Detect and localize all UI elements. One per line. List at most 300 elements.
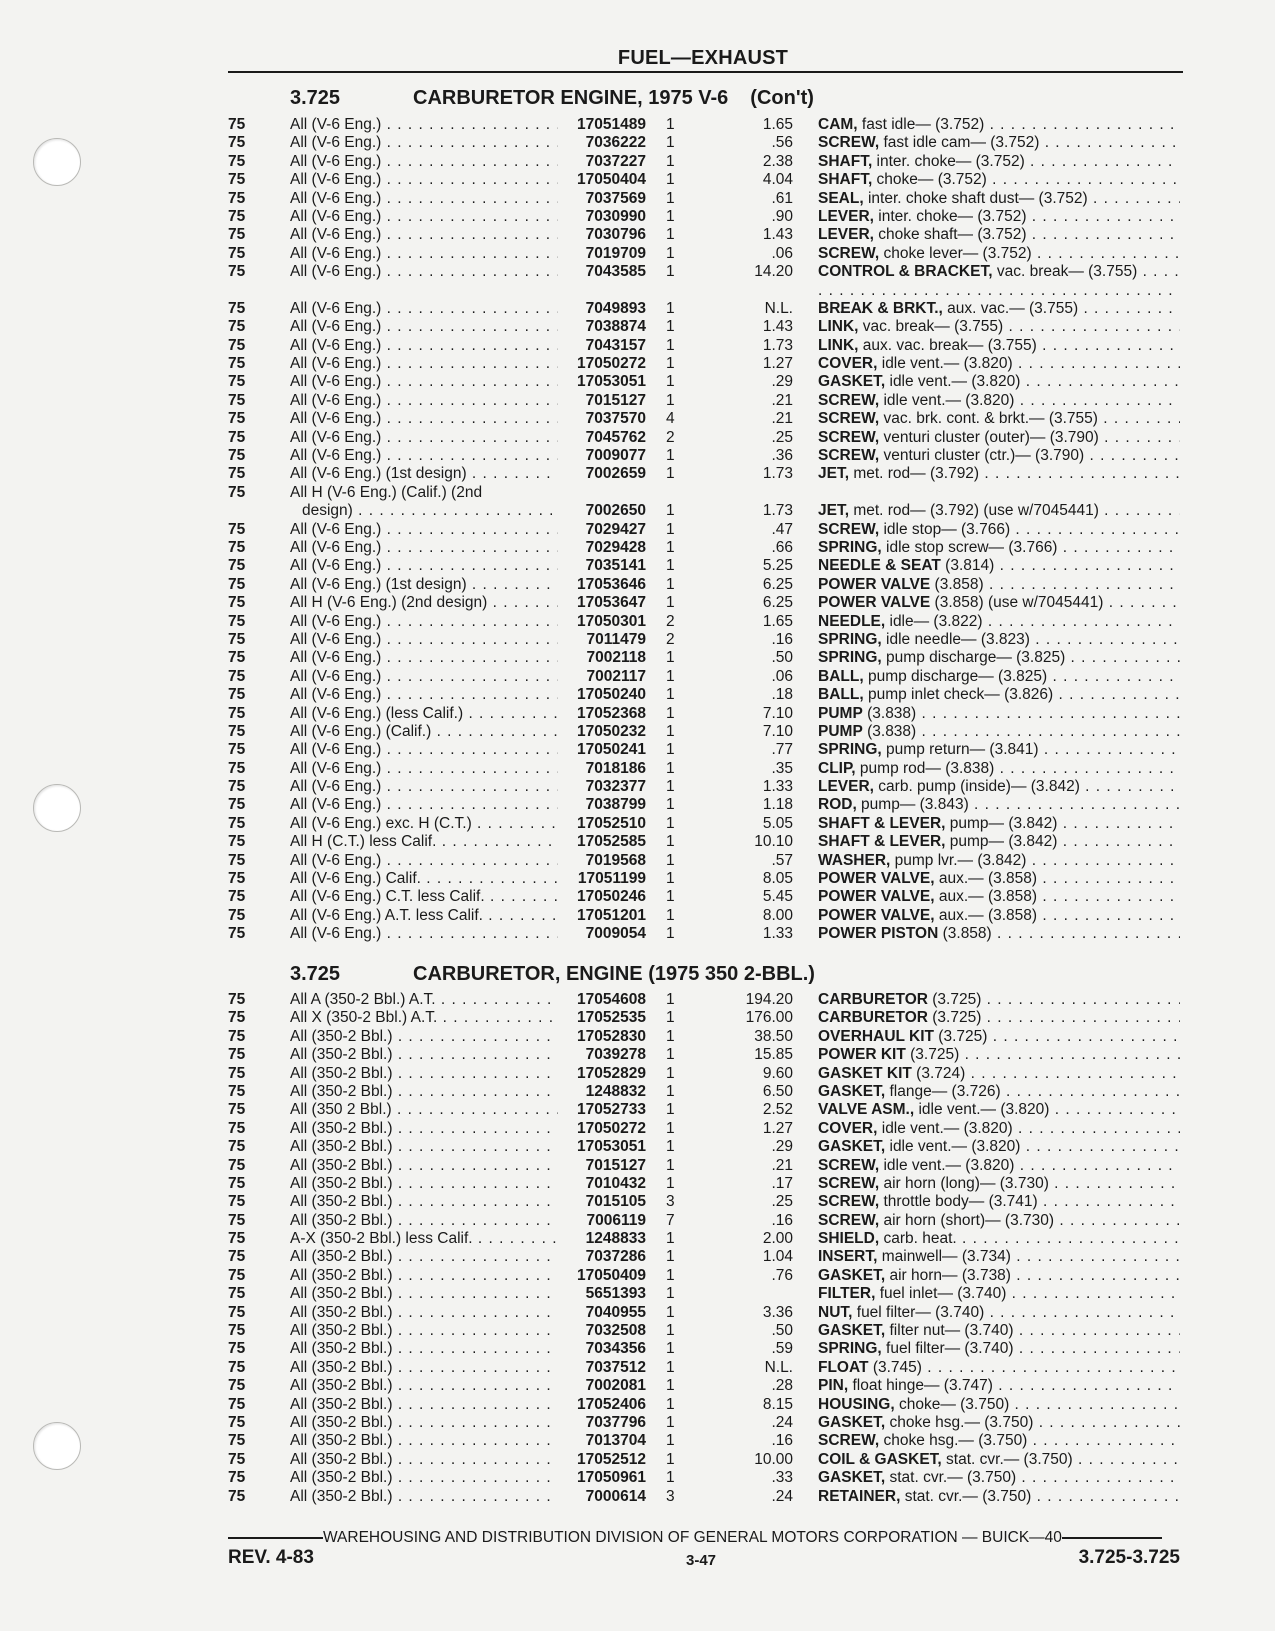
parts-row — [228, 1359, 1183, 1377]
description-name: SHAFT & LEVER, — [818, 833, 946, 851]
description — [818, 521, 1180, 539]
description-detail: aux.— (3.858) . . . — [935, 870, 1180, 887]
parts-row — [228, 576, 1183, 594]
parts-row — [228, 705, 1183, 723]
application-text: All X (350-2 Bbl.) A.T. . . . — [290, 1009, 558, 1026]
application — [290, 1414, 558, 1432]
application — [290, 796, 558, 814]
application — [290, 870, 558, 888]
part-number: 17052512 — [577, 1450, 646, 1468]
application-text: All (350-2 Bbl.) . . . — [290, 1065, 558, 1082]
application-text: All (350-2 Bbl.) . . . — [290, 1322, 558, 1339]
parts-row — [228, 392, 1183, 410]
quantity: 1 — [666, 1303, 675, 1321]
parts-row — [228, 613, 1183, 631]
description-name: COVER, — [818, 355, 878, 373]
parts-row — [228, 1451, 1183, 1469]
model-year: 75 — [228, 207, 246, 225]
footer-division-text: WAREHOUSING AND DISTRIBUTION DIVISION OF GENERAL MOTORS CORPORATION — BUICK—40 — [323, 1529, 1062, 1546]
description-detail: idle— (3.822) . . . — [885, 613, 1180, 630]
model-year: 75 — [228, 1432, 246, 1450]
price: 8.05 — [762, 870, 793, 888]
application — [290, 300, 558, 318]
part-number: 7049893 — [585, 299, 646, 317]
model-year: 75 — [228, 833, 246, 851]
description-detail: carb. heat. . . . — [879, 1230, 1180, 1247]
price: 5.45 — [762, 888, 793, 906]
parts-row — [228, 208, 1183, 226]
parts-row — [228, 1138, 1183, 1156]
application — [290, 705, 558, 723]
application-text: All (V-6 Eng.) . . . — [290, 337, 558, 354]
part-number: 7038799 — [585, 796, 646, 814]
description-name: POWER PISTON — [818, 925, 939, 943]
model-year: 75 — [228, 1101, 246, 1119]
price: 1.65 — [762, 116, 793, 133]
section-title: CARBURETOR ENGINE, 1975 V-6 — [413, 87, 729, 109]
description-name: CLIP, — [818, 759, 856, 777]
description — [818, 1322, 1180, 1340]
parts-row — [228, 1083, 1183, 1101]
application — [290, 1230, 558, 1248]
parts-row — [228, 796, 1183, 814]
part-number: 7037569 — [585, 189, 646, 207]
description — [818, 613, 1180, 631]
part-number: 17050241 — [577, 741, 646, 759]
application-text: All (350-2 Bbl.) . . . — [290, 1488, 558, 1505]
parts-row — [228, 447, 1183, 465]
header-rule — [228, 71, 1183, 73]
description-detail: flange— (3.726) . . . — [885, 1083, 1180, 1100]
description-detail: idle vent.— (3.820) . . . — [885, 1138, 1180, 1155]
application — [290, 1009, 558, 1027]
application — [290, 263, 558, 281]
description-name: LEVER, — [818, 207, 874, 225]
application-text: All A (350-2 Bbl.) A.T. . . . — [290, 991, 558, 1008]
application — [290, 557, 558, 575]
price: 9.60 — [762, 1064, 793, 1082]
quantity: 1 — [666, 520, 675, 538]
price: .06 — [771, 244, 793, 262]
application — [290, 1304, 558, 1322]
parts-row — [228, 190, 1183, 208]
parts-row — [228, 833, 1183, 851]
description — [818, 1377, 1180, 1395]
description-name: PIN, — [818, 1377, 849, 1395]
part-number: 7038874 — [585, 318, 646, 336]
description-name: CARBURETOR — [818, 1009, 928, 1027]
model-year: 75 — [228, 1119, 246, 1137]
quantity: 1 — [666, 906, 675, 924]
description — [818, 1469, 1180, 1487]
description-name: GASKET, — [818, 373, 886, 391]
description-name: POWER VALVE — [818, 575, 931, 593]
price: 1.18 — [762, 796, 793, 814]
description-detail: (3.745) . . . — [869, 1359, 1180, 1376]
description-name: VALVE ASM., — [818, 1101, 915, 1119]
part-number: 1248833 — [585, 1230, 646, 1248]
quantity: 1 — [666, 226, 675, 244]
model-year: 75 — [228, 189, 246, 207]
quantity: 1 — [666, 116, 675, 133]
description-name: SCREW, — [818, 1211, 880, 1229]
part-number: 7043585 — [585, 263, 646, 281]
model-year: 75 — [228, 373, 246, 391]
description-detail: (3.725) . . . — [928, 1009, 1180, 1026]
price: .16 — [771, 1432, 793, 1450]
quantity: 1 — [666, 355, 675, 373]
description-name: SHAFT & LEVER, — [818, 814, 946, 832]
part-number: 7032508 — [585, 1322, 646, 1340]
application-text: All (350 2 Bbl.) . . . — [290, 1101, 558, 1118]
description — [818, 796, 1180, 814]
description-name: SCREW, — [818, 428, 880, 446]
price: 1.73 — [762, 502, 793, 520]
application — [290, 1101, 558, 1119]
description-detail: inter. choke— (3.752) . . . — [872, 153, 1180, 170]
part-number: 7036222 — [585, 134, 646, 152]
parts-row — [228, 171, 1183, 189]
application — [290, 539, 558, 557]
parts-row — [228, 226, 1183, 244]
description — [818, 465, 1180, 483]
part-number: 17050232 — [577, 722, 646, 740]
description-detail: (3.814) . . . — [941, 557, 1180, 574]
quantity: 1 — [666, 299, 675, 317]
quantity: 1 — [666, 925, 675, 943]
application — [290, 429, 558, 447]
description — [818, 1230, 1180, 1248]
application — [290, 521, 558, 539]
model-year: 75 — [228, 870, 246, 888]
description-name: CARBURETOR — [818, 991, 928, 1008]
application-text: All (350-2 Bbl.) . . . — [290, 1138, 558, 1155]
parts-row — [228, 134, 1183, 152]
price: 4.04 — [762, 171, 793, 189]
parts-row — [228, 741, 1183, 759]
application — [290, 447, 558, 465]
parts-row — [228, 1377, 1183, 1395]
model-year: 75 — [228, 722, 246, 740]
model-year: 75 — [228, 1395, 246, 1413]
part-number: 7015127 — [585, 1156, 646, 1174]
description — [818, 576, 1180, 594]
application-text: All (V-6 Eng.) . . . — [290, 429, 558, 446]
price: .25 — [771, 428, 793, 446]
description-detail: carb. pump (inside)— (3.842) . . . — [874, 778, 1180, 795]
description-detail: choke— (3.752) . . . — [872, 171, 1180, 188]
application-text: All (V-6 Eng.) . . . — [290, 521, 558, 538]
price: 2.38 — [762, 152, 793, 170]
parts-row — [228, 355, 1183, 373]
part-number: 7040955 — [585, 1303, 646, 1321]
description — [818, 1157, 1180, 1175]
model-year: 75 — [228, 925, 246, 943]
part-number: 1248832 — [585, 1082, 646, 1100]
section-title: CARBURETOR, ENGINE (1975 350 2-BBL.) — [413, 963, 815, 985]
parts-row — [228, 1304, 1183, 1322]
section-heading — [290, 86, 814, 110]
part-number: 17050301 — [577, 612, 646, 630]
price: N.L. — [764, 1358, 793, 1376]
application-text: All (350-2 Bbl.) . . . — [290, 1248, 558, 1265]
description-detail: pump return— (3.841) . . . — [882, 741, 1180, 758]
price: 1.04 — [762, 1248, 793, 1266]
application-text: All (350-2 Bbl.) . . . — [290, 1451, 558, 1468]
part-number: 7015105 — [585, 1193, 646, 1211]
part-number: 17052585 — [577, 833, 646, 851]
application-text: All (350-2 Bbl.) . . . — [290, 1469, 558, 1486]
parts-row — [228, 1065, 1183, 1083]
description-detail: air horn (long)— (3.730) . . . — [879, 1175, 1180, 1192]
part-number: 7009077 — [585, 447, 646, 465]
part-number: 17050961 — [577, 1469, 646, 1487]
price: .24 — [771, 1487, 793, 1505]
parts-row — [228, 870, 1183, 888]
application-text: All (V-6 Eng.) . . . — [290, 171, 558, 188]
description-detail: idle vent.— (3.820) . . . — [877, 355, 1180, 372]
price: 10.00 — [754, 1450, 793, 1468]
description-detail: air horn— (3.738) . . . — [885, 1267, 1180, 1284]
description-detail: pump inlet check— (3.826) . . . — [864, 686, 1180, 703]
part-number: 7039278 — [585, 1046, 646, 1064]
part-number: 17052368 — [577, 704, 646, 722]
application-text: All (V-6 Eng.) Calif. . . . — [290, 870, 558, 887]
description-name: PUMP — [818, 722, 863, 740]
model-year: 75 — [228, 1322, 246, 1340]
description — [818, 1304, 1180, 1322]
description-detail: idle needle— (3.823) . . . — [882, 631, 1180, 648]
quantity: 1 — [666, 244, 675, 262]
description-detail: pump— (3.842) . . . — [945, 833, 1180, 850]
description-name: INSERT, — [818, 1248, 878, 1266]
application-text: All (V-6 Eng.) . . . — [290, 686, 558, 703]
quantity: 1 — [666, 189, 675, 207]
price: 5.25 — [762, 557, 793, 575]
description-detail: (3.725) . . . — [928, 991, 1180, 1008]
model-year: 75 — [228, 1285, 246, 1303]
price: .35 — [771, 759, 793, 777]
description-detail: pump— (3.843) . . . — [857, 796, 1180, 813]
part-number: 17050240 — [577, 686, 646, 704]
application-text: All (V-6 Eng.) . . . — [290, 410, 558, 427]
quantity: 1 — [666, 1432, 675, 1450]
description — [818, 190, 1180, 208]
price: 1.33 — [762, 778, 793, 796]
description-name: SPRING, — [818, 649, 882, 667]
application — [290, 208, 558, 226]
parts-row — [228, 1046, 1183, 1064]
application-text: All (350-2 Bbl.) . . . — [290, 1340, 558, 1357]
application-text: All (V-6 Eng.) . . . — [290, 613, 558, 630]
application — [290, 1432, 558, 1450]
description-name: SPRING, — [818, 1340, 882, 1358]
part-number: 7002117 — [586, 667, 646, 685]
description-name: FLOAT — [818, 1358, 869, 1376]
model-year: 75 — [228, 557, 246, 575]
parts-row — [228, 1193, 1183, 1211]
description — [818, 502, 1180, 520]
quantity: 1 — [666, 870, 675, 888]
application-text: All (V-6 Eng.) . . . — [290, 208, 558, 225]
parts-row — [228, 1009, 1183, 1027]
part-number: 7034356 — [585, 1340, 646, 1358]
part-number: 7037570 — [585, 410, 646, 428]
description-detail: stat. cvr.— (3.750) . . . — [885, 1469, 1180, 1486]
model-year: 75 — [228, 483, 246, 501]
description-detail: inter. choke shaft dust— (3.752) . . . — [864, 190, 1180, 207]
description — [818, 870, 1180, 888]
parts-row — [228, 1212, 1183, 1230]
quantity: 1 — [666, 741, 675, 759]
description-detail: mainwell— (3.734) . . . — [877, 1248, 1180, 1265]
footer-division — [228, 1529, 1183, 1547]
quantity: 1 — [666, 171, 675, 189]
part-number: 17054608 — [577, 991, 646, 1008]
description — [818, 815, 1180, 833]
description-name: SHIELD, — [818, 1230, 880, 1248]
quantity: 1 — [666, 649, 675, 667]
quantity: 1 — [666, 759, 675, 777]
part-number: 7006119 — [586, 1211, 646, 1229]
description — [818, 668, 1180, 686]
application — [290, 153, 558, 171]
description — [818, 318, 1180, 336]
description — [818, 1432, 1180, 1450]
description-name: POWER VALVE, — [818, 870, 935, 888]
description-detail: choke shaft— (3.752) . . . — [874, 226, 1180, 243]
description-name: BALL, — [818, 667, 864, 685]
description-name: RETAINER, — [818, 1487, 901, 1505]
description-name: CONTROL & BRACKET, — [818, 263, 993, 281]
page-title: FUEL—EXHAUST — [617, 47, 789, 69]
parts-row — [228, 1488, 1183, 1506]
page-number: 3-47 — [686, 1552, 717, 1569]
application-text: All (V-6 Eng.) . . . — [290, 668, 558, 685]
quantity: 1 — [666, 575, 675, 593]
part-number: 7043157 — [585, 336, 646, 354]
description-detail: aux. vac. break— (3.755) . . . — [858, 337, 1180, 354]
quantity: 1 — [666, 539, 675, 557]
application — [290, 741, 558, 759]
price: 2.00 — [762, 1230, 793, 1248]
part-number: 7009054 — [585, 925, 646, 943]
description-detail: air horn (short)— (3.730) . . . — [879, 1212, 1180, 1229]
model-year: 75 — [228, 1138, 246, 1156]
application-text: All (V-6 Eng.) . . . — [290, 134, 558, 151]
application-text: All (350-2 Bbl.) . . . — [290, 1046, 558, 1063]
price: .21 — [771, 391, 793, 409]
quantity: 1 — [666, 1266, 675, 1284]
price: 14.20 — [754, 263, 793, 281]
description-detail: inter. choke— (3.752) . . . — [874, 208, 1180, 225]
description-name: LEVER, — [818, 226, 874, 244]
application-text: All (350-2 Bbl.) . . . — [290, 1414, 558, 1431]
quantity: 1 — [666, 465, 675, 483]
description-name: SCREW, — [818, 391, 880, 409]
application-text: All (350-2 Bbl.) . . . — [290, 1267, 558, 1284]
punch-hole — [33, 784, 81, 832]
parts-row — [228, 778, 1183, 796]
quantity: 1 — [666, 1027, 675, 1045]
part-number: 17053646 — [577, 575, 646, 593]
description — [818, 410, 1180, 428]
application — [290, 1028, 558, 1046]
description-name: SPRING, — [818, 539, 882, 557]
description-detail: pump rod— (3.838) . . . — [856, 760, 1180, 777]
application — [290, 888, 558, 906]
model-year: 75 — [228, 851, 246, 869]
parts-row — [228, 1267, 1183, 1285]
description-detail: aux. vac.— (3.755) . . . — [943, 300, 1180, 317]
description-detail: float hinge— (3.747) . . . — [848, 1377, 1180, 1394]
description-name: SPRING, — [818, 741, 882, 759]
application — [290, 116, 558, 134]
application — [290, 852, 558, 870]
application — [290, 1396, 558, 1414]
part-number: 7002659 — [585, 465, 646, 483]
price: .18 — [771, 686, 793, 704]
model-year: 75 — [228, 1211, 246, 1229]
description-name: SCREW, — [818, 244, 880, 262]
application — [290, 1157, 558, 1175]
description — [818, 833, 1180, 851]
description-detail: fuel filter— (3.740) . . . — [852, 1304, 1180, 1321]
description — [818, 245, 1180, 263]
application — [290, 686, 558, 704]
model-year: 75 — [228, 465, 246, 483]
model-year: 75 — [228, 1174, 246, 1192]
price: 194.20 — [745, 991, 793, 1008]
description-name: SCREW, — [818, 134, 880, 152]
part-number: 7037512 — [585, 1358, 646, 1376]
section-range: 3.725-3.725 — [1078, 1547, 1180, 1568]
model-year: 75 — [228, 1487, 246, 1505]
application-text: All (V-6 Eng.) . . . — [290, 226, 558, 243]
application-text: All (V-6 Eng.) . . . — [290, 649, 558, 666]
quantity: 1 — [666, 557, 675, 575]
description-detail: choke lever— (3.752) . . . — [879, 245, 1180, 262]
parts-row — [228, 668, 1183, 686]
application-text: All (V-6 Eng.) . . . — [290, 631, 558, 648]
price: 8.00 — [762, 906, 793, 924]
quantity: 1 — [666, 1174, 675, 1192]
quantity: 1 — [666, 814, 675, 832]
part-number: 7002081 — [585, 1377, 646, 1395]
part-number: 17052406 — [577, 1395, 646, 1413]
application-text: All (350-2 Bbl.) . . . — [290, 1120, 558, 1137]
description-detail: (3.725) . . . — [906, 1046, 1180, 1063]
description — [818, 1488, 1180, 1506]
quantity: 1 — [666, 851, 675, 869]
price: .50 — [771, 1322, 793, 1340]
description — [818, 1267, 1180, 1285]
price: .33 — [771, 1469, 793, 1487]
model-year: 75 — [228, 336, 246, 354]
model-year: 75 — [228, 171, 246, 189]
parts-row — [228, 410, 1183, 428]
application — [290, 134, 558, 152]
model-year: 75 — [228, 410, 246, 428]
model-year: 75 — [228, 630, 246, 648]
application-text: All (350-2 Bbl.) . . . — [290, 1083, 558, 1100]
application-text: All H (C.T.) less Calif. . . . — [290, 833, 558, 850]
parts-row — [228, 907, 1183, 925]
parts-row — [228, 1175, 1183, 1193]
application — [290, 392, 558, 410]
description-detail: pump lvr.— (3.842) . . . — [890, 852, 1180, 869]
quantity: 1 — [666, 447, 675, 465]
